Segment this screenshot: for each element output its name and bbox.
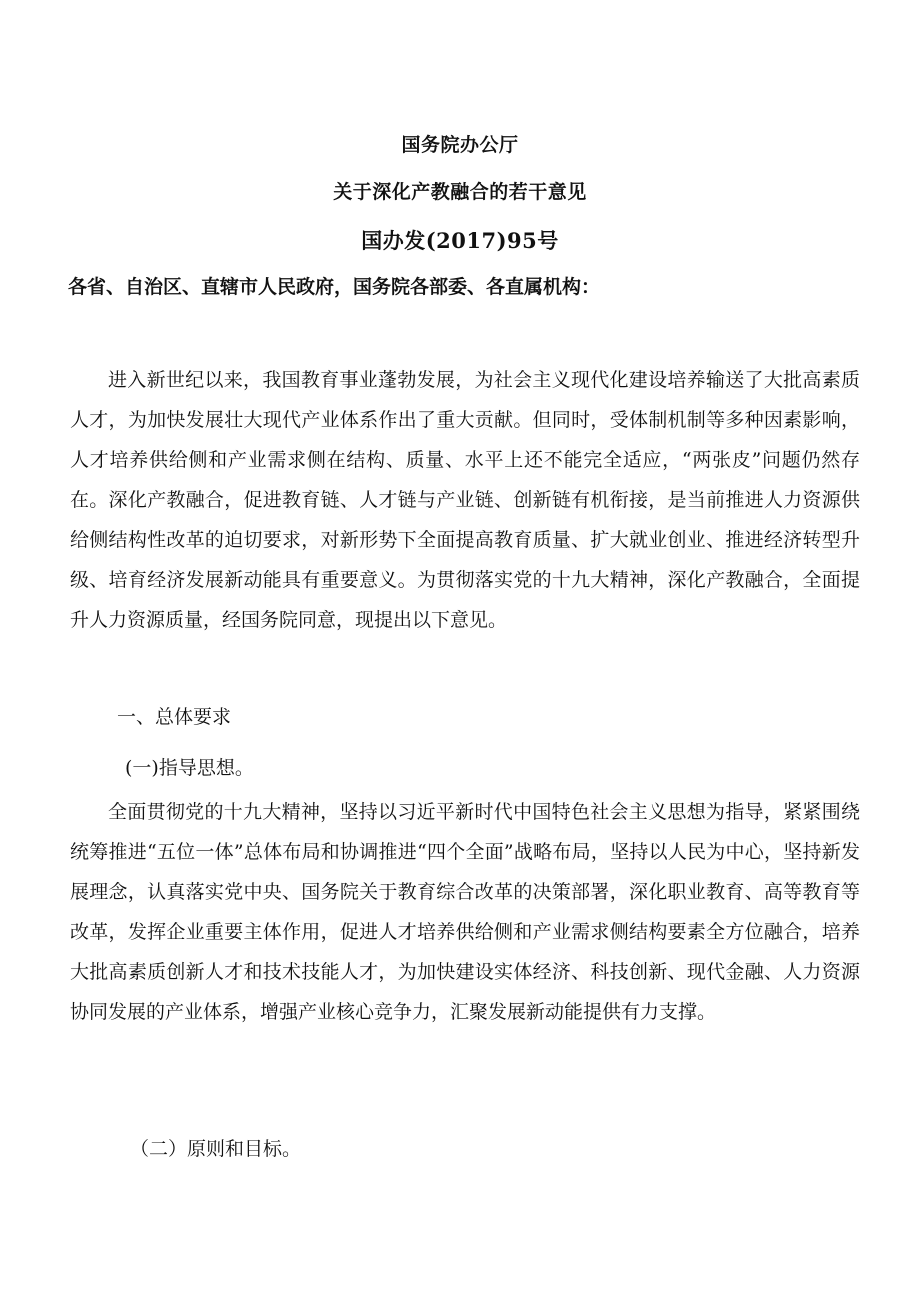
subsection-heading-principles-goals: （二）原则和目标。 — [130, 1138, 302, 1160]
document-title-office: 国务院办公厅 — [401, 134, 519, 156]
document-addressee: 各省、自治区、直辖市人民政府，国务院各部委、各直属机构： — [68, 276, 601, 298]
document-number: 国办发(2017)95号 — [361, 228, 559, 253]
intro-paragraph: 进入新世纪以来，我国教育事业蓬勃发展，为社会主义现代化建设培养输送了大批高素质人才，为加快发展壮大现代产业体系作出了重大贡献。但同时，受体制机制等多种因素影响，人才培养供给侧和产业需求侧在结构、质量、水平上还不能完全适应，“两张皮”问题仍然存在。深化产教融合，促进教育链、人才链与产业链、创新链有机衔接，是当前推进人力资源供给侧结构性改革的迫切要求，对新形势下全面提高教育质量、扩大就业创业、推进经济转型升级、培育经济发展新动能具有重要意义。为贯彻落实党的十九大精神，深化产教融合，全面提升人力资源质量，经国务院同意，现提出以下意见。 — [70, 369, 860, 631]
section-heading-general-requirements: 一、总体要求 — [117, 706, 232, 728]
subsection-heading-guiding-thought: (一)指导思想。 — [125, 757, 254, 779]
guiding-thought-paragraph: 全面贯彻党的十九大精神，坚持以习近平新时代中国特色社会主义思想为指导，紧紧围绕统筹推进“五位一体”总体布局和协调推进“四个全面”战略布局，坚持以人民为中心，坚持新发展理念，认真落实党中央、国务院关于教育综合改革的决策部署，深化职业教育、高等教育等改革，发挥企业重要主体作用，促进人才培养供给侧和产业需求侧结构要素全方位融合，培养大批高素质创新人才和技术技能人才，为加快建设实体经济、科技创新、现代金融、人力资源协同发展的产业体系，增强产业核心竞争力，汇聚发展新动能提供有力支撑。 — [70, 801, 860, 1023]
document-title-subject: 关于深化产教融合的若干意见 — [333, 181, 587, 203]
